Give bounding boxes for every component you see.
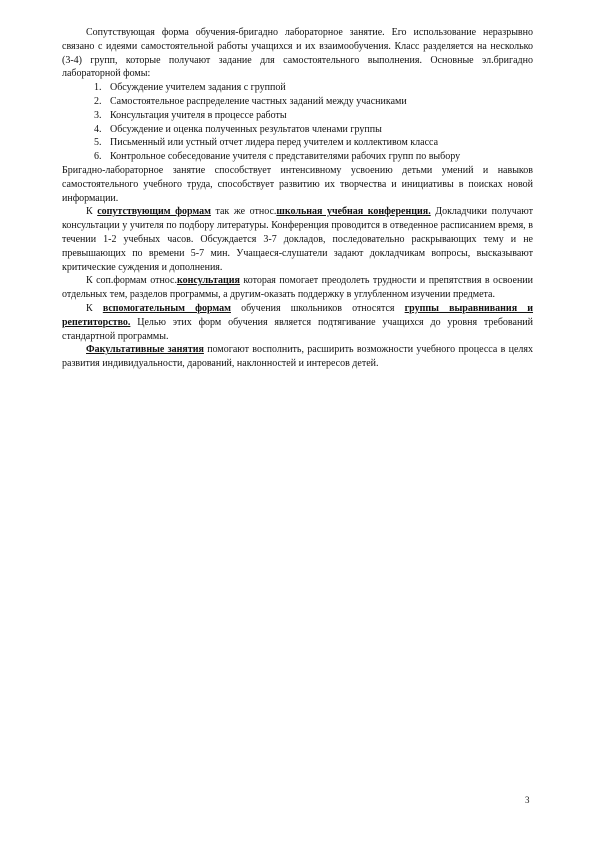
consultation-paragraph <box>62 274 533 302</box>
auxiliary-term2: группы выравнивания и репетиторство. <box>62 302 534 328</box>
list-item: 6. Контрольное собеседование учителя с представителями рабочих групп по выбору <box>104 150 533 164</box>
consultation-term: консультация <box>177 275 240 287</box>
elective-term: Факультативные занятия <box>86 344 204 356</box>
list-item: 1. Обсуждение учителем задания с группой <box>104 81 533 95</box>
auxiliary-lead: К <box>86 302 103 314</box>
list-item: 4. Обсуждение и оценка полученных результатов членами группы <box>104 123 533 137</box>
auxiliary-term: вспомогательным формам <box>102 302 231 314</box>
conference-lead: К <box>86 206 98 218</box>
list-item: 3. Консультация учителя в процессе работы <box>104 109 533 123</box>
conference-middle: так же относ. <box>210 206 277 218</box>
auxiliary-rest: Целью этих форм обучения является подтягивание учащихся до уровня требований стандартной программы. <box>62 316 533 342</box>
elective-rest: помогают восполнить, расширить возможности учебного процесса в целях развития индивидуальности, дарований, наклонностей и интересов детей. <box>62 344 533 370</box>
list-item: 5. Письменный или устный отчет лидера перед учителем и коллективом класса <box>104 136 533 150</box>
page-body <box>62 26 533 371</box>
conference-rest: Докладчики получают консультации у учителя по подбору литературы. Конференция проводится в отведенное расписанием время, в течении 1-2 учебных часов. Обсуждается 3-7 докладов, последовательно раскрывающих тему и не превышающих по времени 5-7 мин. Учащаеся-слушатели задают докладчикам вопросы, высказывают критические суждения и дополнения. <box>62 206 533 273</box>
page-number: 3 <box>525 795 530 805</box>
consultation-lead: К соп.формам относ. <box>86 275 177 287</box>
conference-paragraph <box>62 205 533 274</box>
consultation-rest: которая помогает преодолеть трудности и препятствия в освоении отдельных тем, разделов программы, а другим-оказать поддержку в углубленном изучении предмета. <box>62 275 533 301</box>
elective-paragraph <box>62 343 533 371</box>
intro-paragraph: Сопутствующая форма обучения-бригадно лабораторное занятие. Его использование неразрывно связано с идеями самостоятельной работы учащихся и их взаимообучения. Класс разделяется на несколько (3-4) групп, которые получают задание для самостоятельного выполнения. Основные эл.бригадно лабораторной фомы: <box>62 27 533 80</box>
list-item: 2. Самостоятельное распределение частных заданий между учасниками <box>104 95 533 109</box>
auxiliary-middle: обучения школьников относятся <box>230 302 405 314</box>
auxiliary-paragraph <box>62 302 533 343</box>
stages-list <box>62 81 533 164</box>
brigade-paragraph: Бригадно-лабораторное занятие способствует интенсивному усвоению детьми умений и навыков самостоятельного учебного труда, способствует развитию их творчества и инициативы в поисках новой информации. <box>62 164 533 204</box>
conference-term2: школьная учебная конференция. <box>276 206 431 218</box>
conference-term: сопутствующим формам <box>97 206 211 218</box>
